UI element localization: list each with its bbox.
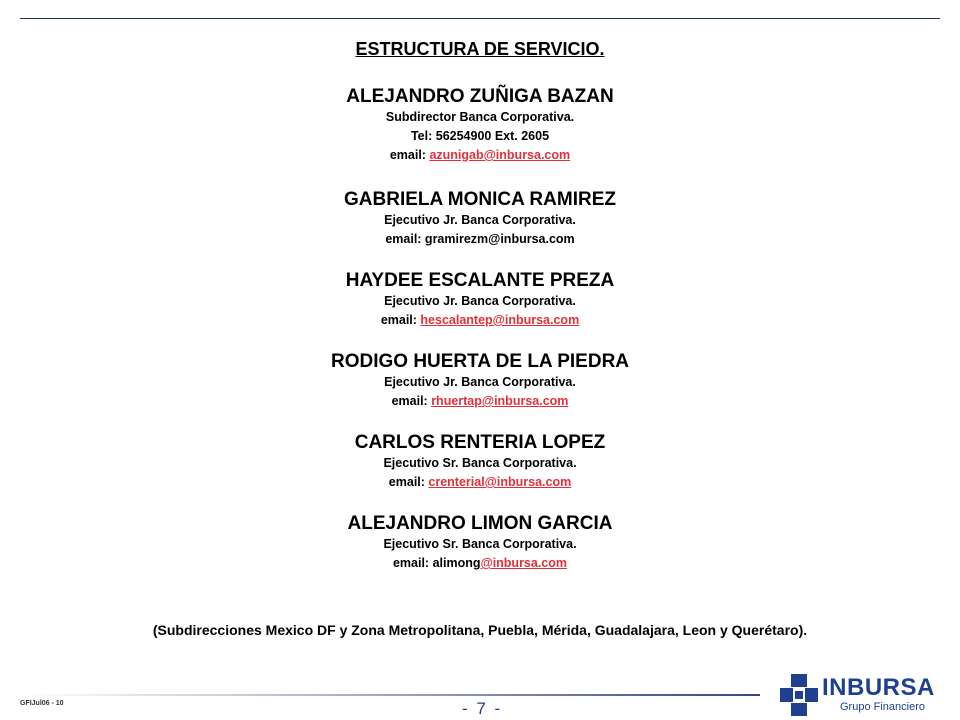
contact-email: [0, 230, 960, 249]
email-label: email:: [392, 556, 433, 570]
service-structure: [0, 38, 960, 573]
contact-name: RODIGO HUERTA DE LA PIEDRA: [330, 351, 630, 372]
email-label: email:: [388, 475, 429, 489]
contact-role: Ejecutivo Jr. Banca Corporativa.: [384, 213, 576, 227]
contact-card: [0, 269, 960, 330]
contact-name: HAYDEE ESCALANTE PREZA: [345, 270, 615, 291]
contact-role: Ejecutivo Sr. Banca Corporativa.: [383, 537, 577, 551]
contact-email: [0, 146, 960, 165]
contact-name: GABRIELA MONICA RAMIREZ: [344, 189, 616, 210]
page-number: - 7 -: [462, 699, 503, 718]
email-label: email:: [380, 313, 421, 327]
contact-card: [0, 188, 960, 249]
contact-role: Ejecutivo Jr. Banca Corporativa.: [384, 294, 576, 308]
logo-text: INBURSA: [822, 674, 935, 701]
contact-role: Ejecutivo Sr. Banca Corporativa.: [383, 456, 577, 470]
inbursa-logo: [778, 672, 938, 718]
contact-email: [0, 554, 960, 573]
contact-card: [0, 431, 960, 492]
email-label: email:: [389, 148, 430, 162]
contact-role: Ejecutivo Jr. Banca Corporativa.: [384, 375, 576, 389]
contact-role: Subdirector Banca Corporativa.: [385, 110, 575, 124]
email-link[interactable]: azunigab@inbursa.com: [429, 148, 571, 162]
contact-email: [0, 392, 960, 411]
contact-card: [0, 512, 960, 573]
contact-card: [0, 85, 960, 165]
email-plain: alimong: [432, 556, 481, 570]
contact-phone: Tel: 56254900 Ext. 2605: [410, 129, 550, 143]
email-link[interactable]: rhuertap@inbursa.com: [431, 394, 569, 408]
email-link[interactable]: hescalantep@inbursa.com: [420, 313, 580, 327]
page-title: ESTRUCTURA DE SERVICIO.: [355, 39, 605, 59]
contact-name: ALEJANDRO LIMON GARCIA: [347, 513, 613, 534]
email-link[interactable]: crenterial@inbursa.com: [428, 475, 572, 489]
top-divider: [20, 18, 940, 19]
contact-card: [0, 350, 960, 411]
contact-email: [0, 311, 960, 330]
inbursa-emblem-icon: [778, 672, 820, 718]
email-label: email:: [391, 394, 432, 408]
bottom-divider: [20, 694, 760, 696]
contact-name: CARLOS RENTERIA LOPEZ: [354, 432, 606, 453]
document-code: GFIJul06 - 10: [20, 700, 64, 707]
contact-name: ALEJANDRO ZUÑIGA BAZAN: [346, 86, 614, 107]
coverage-note: (Subdirecciones Mexico DF y Zona Metropolitana, Puebla, Mérida, Guadalajara, Leon y Querétaro).: [152, 622, 808, 638]
email-link[interactable]: @inbursa.com: [480, 556, 568, 570]
logo-subtext: Grupo Financiero: [840, 701, 925, 713]
email-label: email: gramirezm@inbursa.com: [385, 232, 575, 246]
contact-email: [0, 473, 960, 492]
